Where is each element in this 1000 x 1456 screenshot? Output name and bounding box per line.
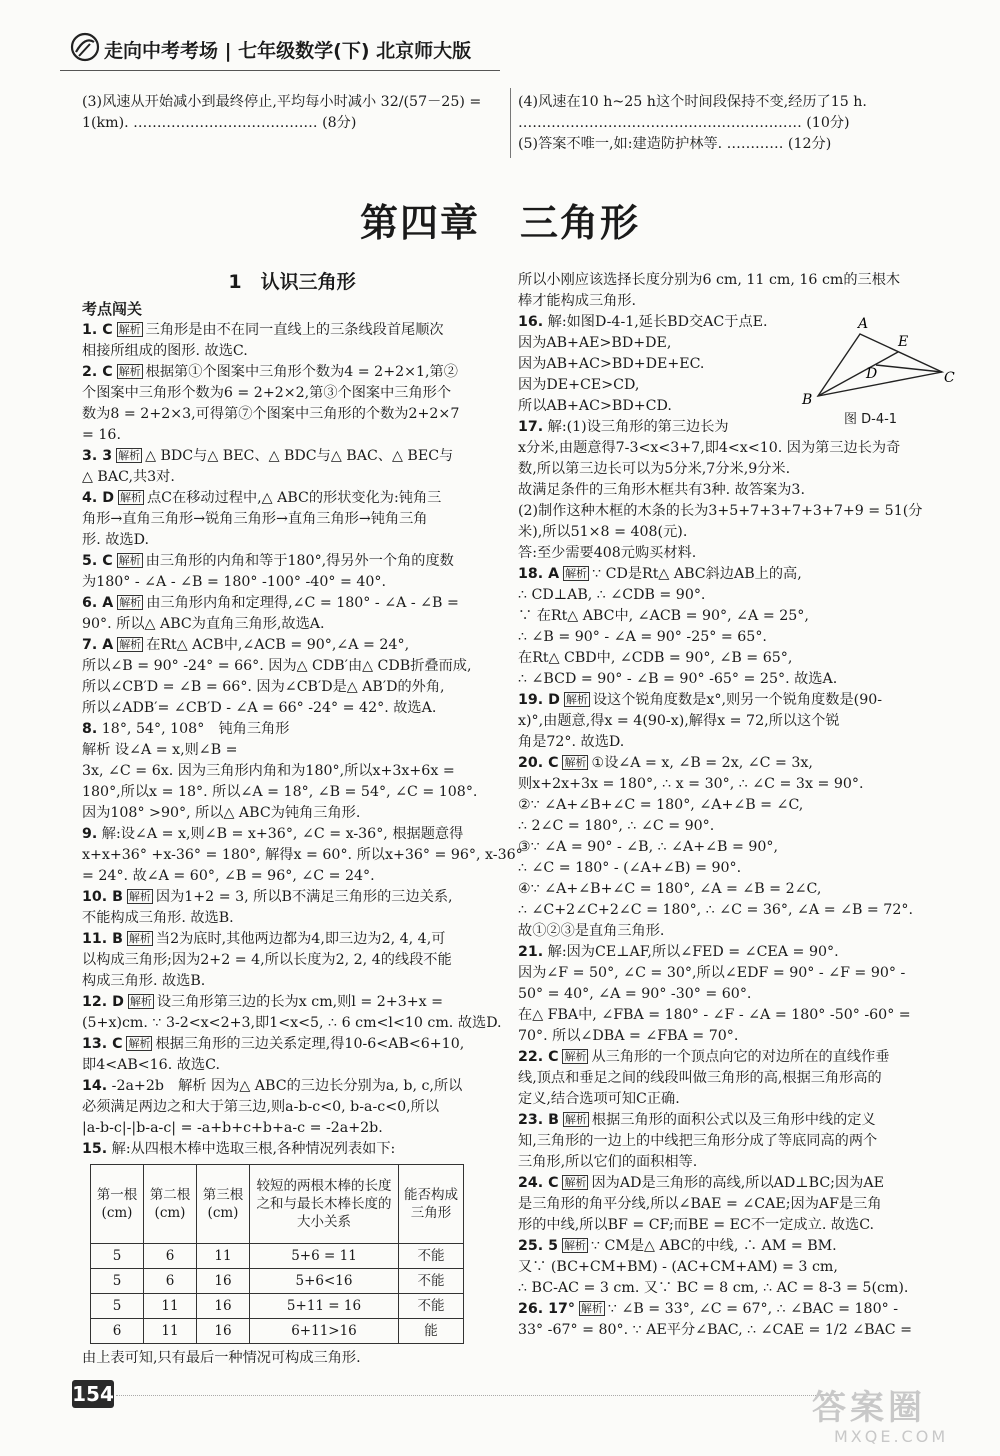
chapter-title: 第四章 三角形 <box>359 201 640 245</box>
answer-line <box>82 467 502 488</box>
answer-line <box>518 585 958 606</box>
answer-line <box>518 648 958 669</box>
answer-line <box>518 1299 958 1320</box>
answer-text: 米),所以51×8 = 408(元). <box>518 524 688 540</box>
header-rule <box>60 70 500 71</box>
table-cell: 不能 <box>399 1294 464 1319</box>
page-header <box>60 20 960 74</box>
watermark-url: MXQE.COM <box>834 1427 949 1446</box>
answer-text: -2a+2b 解析 因为△ ABC的三边长分别为a, b, c,所以 <box>111 1078 463 1094</box>
answer-text: 解:(1)设三角形的第三边长为 <box>547 419 729 435</box>
publisher-logo-icon <box>70 32 100 62</box>
jiexi-badge: 解析 <box>564 756 587 769</box>
answer-text: 在Rt△ CBD中, ∠CDB = 90°, ∠B = 65°, <box>518 650 793 666</box>
answer-line <box>82 551 502 572</box>
answer-line <box>82 845 523 866</box>
answer-text: 不能构成三角形. 故选B. <box>82 910 234 926</box>
figure-label: A <box>858 316 869 332</box>
answer-text: 所以∠B = 90° -24° = 66°. 因为△ CDB′由△ CDB折叠而成, <box>82 658 472 674</box>
answer-text: 因为AB+AE>BD+DE, <box>518 335 672 351</box>
question-number: 2. C <box>82 364 113 380</box>
answer-line <box>518 900 958 921</box>
answer-text: △ BDC与△ BEC、△ BDC与△ BAC、△ BEC与 <box>145 448 454 464</box>
answer-line <box>82 614 502 635</box>
answer-text: 设这个锐角度数是x°,则另一个锐角度数是(90- <box>592 692 883 708</box>
question-number: 23. B <box>518 1112 559 1128</box>
text-line: (4)风速在10 h~25 h这个时间段保持不变,经历了15 h. <box>518 94 867 110</box>
answer-text: 从三角形的一个顶点向它的对边所在的直线作垂 <box>591 1049 890 1065</box>
answer-line <box>518 1278 958 1299</box>
jiexi-badge: 解析 <box>564 1050 587 1063</box>
table-cell: 6 <box>91 1319 144 1344</box>
table-cell: 16 <box>197 1269 250 1294</box>
answer-text: 解:因为CE⊥AF,所以∠FED = ∠CEA = 90°. <box>547 944 839 960</box>
table-header-cell: 能否构成三角形 <box>399 1165 464 1244</box>
answer-text: x+x+36° +x-36° = 180°, 解得x = 60°. 所以x+36° = 96°, x-36° <box>82 847 523 863</box>
answer-line <box>82 1055 502 1076</box>
answer-line <box>82 635 502 656</box>
answer-text: ∵ CM是△ ABC的中线, ∴ AM = BM. <box>590 1238 837 1254</box>
jiexi-badge: 解析 <box>564 1113 587 1126</box>
table-cell: 能 <box>399 1319 464 1344</box>
table-cell: 不能 <box>399 1244 464 1269</box>
answer-text: 个图案中三角形个数为6 = 2+2×2,第③个图案中三角形个 <box>82 385 452 401</box>
figure-label: B <box>802 392 813 408</box>
answer-list-left <box>82 320 523 1160</box>
answer-line <box>518 1131 958 1152</box>
question-number: 21. <box>518 944 544 960</box>
answer-line <box>518 1152 958 1173</box>
answer-line <box>518 858 958 879</box>
answer-line <box>518 1110 958 1131</box>
table-cell: 11 <box>197 1244 250 1269</box>
watermark-text: 答案圈 <box>812 1388 926 1428</box>
answer-text: ∴ ∠BCD = 90° - ∠B = 90° -65° = 25°. 故选A. <box>518 671 838 687</box>
answer-text: 形. 故选D. <box>82 532 149 548</box>
jiexi-badge: 解析 <box>563 1239 586 1252</box>
answer-text: 因为1+2 = 3, 所以B不满足三角形的三边关系, <box>155 889 453 905</box>
text-line: (3)风速从开始减小到最终停止,平均每小时减小 32/(57－25) = <box>82 94 482 110</box>
table-row <box>91 1294 464 1319</box>
table-15 <box>90 1164 464 1344</box>
answer-line <box>518 606 958 627</box>
answer-line <box>518 1194 958 1215</box>
answer-line <box>82 1139 502 1160</box>
answer-text: ∴ CD⊥AB, ∴ ∠CDB = 90°. <box>518 587 706 603</box>
table-cell: 5+11 = 16 <box>250 1294 399 1319</box>
table-cell: 6 <box>144 1269 197 1294</box>
answer-line <box>518 837 958 858</box>
answer-text: 解:如图D-4-1,延长BD交AC于点E. <box>547 314 768 330</box>
question-number: 7. A <box>82 637 114 653</box>
answer-text: 解:设∠A = x,则∠B = x+36°, ∠C = x-36°, 根据题意得 <box>101 826 464 842</box>
answer-text: 所以∠CB′D = ∠B = 66°. 因为∠CB′D是△ AB′D的外角, <box>82 679 445 695</box>
question-number: 24. C <box>518 1175 559 1191</box>
jiexi-badge: 解析 <box>564 1176 587 1189</box>
answer-line <box>82 488 502 509</box>
answer-text: 在△ FBA中, ∠FBA = 180° - ∠F - ∠A = 180° -50° -60° = <box>518 1007 911 1023</box>
answer-text: ∵ CD是Rt△ ABC斜边AB上的高, <box>592 566 802 582</box>
question-number: 13. C <box>82 1036 123 1052</box>
answer-line <box>82 362 502 383</box>
answer-text: 90°. 所以△ ABC为直角三角形,故选A. <box>82 616 325 632</box>
answer-text: x分米,由题意得7-3<x<3+7,即4<x<10. 因为第三边长为奇 <box>518 440 901 456</box>
answer-line <box>518 543 958 564</box>
answer-text: = 16. <box>82 427 121 443</box>
answer-line <box>518 270 958 291</box>
answer-text: x)°,由题意,得x = 4(90-x),解得x = 72,所以这个锐 <box>518 713 840 729</box>
jiexi-badge: 解析 <box>128 932 151 945</box>
jiexi-badge: 解析 <box>128 890 151 903</box>
answer-list-right <box>518 270 958 1341</box>
jiexi-badge: 解析 <box>565 693 588 706</box>
answer-line <box>82 656 502 677</box>
table-cell: 16 <box>197 1319 250 1344</box>
answer-line <box>82 404 502 425</box>
answer-line <box>82 1118 502 1139</box>
answer-text: 角形→直角三角形→锐角三角形→直角三角形→钝角三角 <box>82 511 428 527</box>
table-row <box>91 1244 464 1269</box>
footer-rule <box>116 1395 816 1396</box>
answer-line <box>82 866 502 887</box>
answer-text: ∴ ∠B = 90° - ∠A = 90° -25° = 65°. <box>518 629 767 645</box>
answer-line <box>82 803 502 824</box>
answer-line <box>518 627 958 648</box>
answer-line <box>82 698 502 719</box>
answer-line <box>518 522 958 543</box>
answer-text: 由三角形的内角和等于180°,得另外一个角的度数 <box>145 553 454 569</box>
question-number: 26. 17° <box>518 1301 575 1317</box>
answer-line <box>518 711 958 732</box>
question-number: 15. <box>82 1141 108 1157</box>
answer-line <box>82 761 502 782</box>
answer-line <box>82 971 502 992</box>
jiexi-badge: 解析 <box>565 567 588 580</box>
figure-label: C <box>944 370 955 386</box>
answer-line <box>518 669 958 690</box>
answer-line <box>82 719 502 740</box>
table-cell: 5+6<16 <box>250 1269 399 1294</box>
question-number: 6. A <box>82 595 114 611</box>
answer-line <box>82 740 502 761</box>
answer-text: 故①②③是直角三角形. <box>518 923 665 939</box>
answer-line <box>518 1236 958 1257</box>
answer-text: 由三角形内角和定理得,∠C = 180° - ∠A - ∠B = <box>146 595 459 611</box>
table-header-cell: 第二根(cm) <box>144 1165 197 1244</box>
jiexi-badge: 解析 <box>118 365 141 378</box>
left-column <box>82 270 523 1369</box>
answer-text: 在Rt△ ACB中,∠ACB = 90°,∠A = 24°, <box>146 637 410 653</box>
answer-text: ④∵ ∠A+∠B+∠C = 180°, ∠A = ∠B = 2∠C, <box>518 881 822 897</box>
answer-text: 因为∠F = 50°, ∠C = 30°,所以∠EDF = 90° - ∠F = 90° - <box>518 965 906 981</box>
answer-text: 所以∠ADB′= ∠CB′D - ∠A = 66° -24° = 42°. 故选A. <box>82 700 437 716</box>
question-number: 14. <box>82 1078 108 1094</box>
answer-text: 因为108° >90°, 所以△ ABC为钝角三角形. <box>82 805 361 821</box>
answer-text: 设三角形第三边的长为x cm,则l = 2+3+x = <box>156 994 444 1010</box>
table-row <box>91 1319 464 1344</box>
answer-line <box>82 1076 502 1097</box>
answer-text: 知,三角形的一边上的中线把三角形分成了等底同高的两个 <box>518 1133 878 1149</box>
jiexi-badge: 解析 <box>119 638 142 651</box>
answer-line <box>518 795 958 816</box>
answer-text: 答:至少需要408元购买材料. <box>518 545 697 561</box>
section-title: 1 认识三角形 <box>228 271 356 293</box>
answer-line <box>518 1320 958 1341</box>
answer-text: 棒才能构成三角形. <box>518 293 637 309</box>
question-number: 11. B <box>82 931 123 947</box>
answer-line <box>518 1173 958 1194</box>
answer-line <box>518 1257 958 1278</box>
answer-line <box>518 879 958 900</box>
answer-text: 为180° - ∠A - ∠B = 180° -100° -40° = 40°. <box>82 574 387 590</box>
question-number: 12. D <box>82 994 124 1010</box>
answer-line <box>518 1089 958 1110</box>
answer-line <box>518 753 958 774</box>
table-cell: 11 <box>144 1294 197 1319</box>
answer-line <box>82 446 502 467</box>
figure-caption: 图 D-4-1 <box>844 412 898 427</box>
answer-line <box>518 501 958 522</box>
answer-text: 数,所以第三边长可以为5分米,7分米,9分米. <box>518 461 791 477</box>
answer-text: 解析 设∠A = x,则∠B = <box>82 742 238 758</box>
answer-text: 三角形是由不在同一直线上的三条线段首尾顺次 <box>145 322 444 338</box>
answer-line <box>82 950 502 971</box>
answer-line <box>518 1068 958 1089</box>
answer-text: 18°, 54°, 108° 钝角三角形 <box>101 721 290 737</box>
answer-text: (5+x)cm. ∵ 3-2<x<2+3,即1<x<5, ∴ 6 cm<l<10 cm. 故选D. <box>82 1015 502 1031</box>
answer-text: ①设∠A = x, ∠B = 2x, ∠C = 3x, <box>591 755 813 771</box>
answer-text: 必须满足两边之和大于第三边,则a-b-c<0, b-a-c<0,所以 <box>82 1099 440 1115</box>
answer-text: 三角形,所以它们的面积相等. <box>518 1154 698 1170</box>
question-number: 1. C <box>82 322 113 338</box>
answer-text: 50° = 40°, ∠A = 90° -30° = 60°. <box>518 986 752 1002</box>
answer-line <box>82 908 502 929</box>
answer-line <box>82 887 502 908</box>
watermark <box>812 1388 992 1452</box>
answer-text: 点C在移动过程中,△ ABC的形状变化为:钝角三 <box>146 490 442 506</box>
top-left-block <box>82 92 502 134</box>
answer-line <box>518 1215 958 1236</box>
answer-line <box>82 929 502 950</box>
answer-text: 解:从四根木棒中选取三根,各种情况列表如下: <box>111 1141 396 1157</box>
answer-line <box>518 732 958 753</box>
table-cell: 6 <box>144 1244 197 1269</box>
answer-text: 因为AD是三角形的高线,所以AD⊥BC;因为AE <box>591 1175 884 1191</box>
jiexi-badge: 解析 <box>128 1037 151 1050</box>
answer-text: 构成三角形. 故选B. <box>82 973 206 989</box>
answer-line <box>518 963 958 984</box>
jiexi-badge: 解析 <box>119 491 142 504</box>
answer-text: 线,顶点和垂足之间的线段叫做三角形的高,根据三角形高的 <box>518 1070 882 1086</box>
answer-text: 根据三角形的面积公式以及三角形中线的定义 <box>591 1112 876 1128</box>
question-number: 22. C <box>518 1049 559 1065</box>
question-number: 18. A <box>518 566 560 582</box>
question-number: 9. <box>82 826 98 842</box>
answer-line <box>518 942 958 963</box>
question-number: 4. D <box>82 490 114 506</box>
answer-text: 因为AB+AC>BD+DE+EC. <box>518 356 705 372</box>
answer-text: 故满足条件的三角形木框共有3种. 故答案为3. <box>518 482 805 498</box>
answer-text: 则x+2x+3x = 180°, ∴ x = 30°, ∴ ∠C = 3x = 90°. <box>518 776 864 792</box>
answer-text: 当2为底时,其他两边都为4,即三边为2, 4, 4,可 <box>155 931 446 947</box>
answer-text: △ BAC,共3对. <box>82 469 175 485</box>
table-row <box>91 1269 464 1294</box>
answer-line <box>82 1034 502 1055</box>
answer-line <box>82 530 502 551</box>
answer-line <box>518 1026 958 1047</box>
right-column <box>518 270 958 1341</box>
answer-text: 定义,结合选项可知C正确. <box>518 1091 680 1107</box>
page-number: 154 <box>72 1382 114 1406</box>
table-header-cell: 第一根(cm) <box>91 1165 144 1244</box>
question-number: 17. <box>518 419 544 435</box>
answer-text: 因为DE+CE>CD, <box>518 377 640 393</box>
answer-line <box>518 291 958 312</box>
answer-text: (2)制作这种木框的木条的长为3+5+7+3+7+3+7+9 = 51(分 <box>518 503 923 519</box>
answer-text: 所以AB+AC>BD+CD. <box>518 398 672 414</box>
jiexi-badge: 解析 <box>118 323 141 336</box>
table-header-cell: 第三根(cm) <box>197 1165 250 1244</box>
jiexi-badge: 解析 <box>118 449 141 462</box>
top-right-block <box>518 92 958 155</box>
column-divider <box>510 88 511 158</box>
answer-text: ∴ ∠C+2∠C+2∠C = 180°, ∴ ∠C = 36°, ∠A = ∠B = 72°. <box>518 902 913 918</box>
answer-line <box>518 1047 958 1068</box>
answer-line <box>518 774 958 795</box>
question-number: 20. C <box>518 755 559 771</box>
answer-line <box>82 341 502 362</box>
answer-text: 以构成三角形;因为2+2 = 4,所以长度为2, 2, 4的线段不能 <box>82 952 452 968</box>
answer-line <box>518 984 958 1005</box>
answer-line <box>82 425 502 446</box>
answer-text: ③∵ ∠A = 90° - ∠B, ∴ ∠A+∠B = 90°, <box>518 839 779 855</box>
answer-text: 所以小刚应该选择长度分别为6 cm, 11 cm, 16 cm的三根木 <box>518 272 901 288</box>
table-cell: 6+11>16 <box>250 1319 399 1344</box>
answer-text: 是三角形的角平分线,所以∠BAE = ∠CAE;因为AF是三角 <box>518 1196 882 1212</box>
answer-line <box>82 593 502 614</box>
figure-label: E <box>898 334 909 350</box>
answer-line <box>518 480 958 501</box>
table-header-row <box>91 1165 464 1244</box>
answer-text: 又∵ (BC+CM+BM) - (AC+CM+AM) = 3 cm, <box>518 1259 838 1275</box>
answer-text: 数为8 = 2+2×3,可得第⑦个图案中三角形的个数为2+2×7 <box>82 406 460 422</box>
subhead: 考点闯关 <box>82 300 143 318</box>
jiexi-badge: 解析 <box>119 596 142 609</box>
table-cell: 5 <box>91 1269 144 1294</box>
answer-text: ∴ ∠C = 180° - (∠A+∠B) = 90°. <box>518 860 742 876</box>
answer-line <box>82 572 502 593</box>
answer-text: ②∵ ∠A+∠B+∠C = 180°, ∠A+∠B = ∠C, <box>518 797 804 813</box>
answer-text: 即4<AB<16. 故选C. <box>82 1057 220 1073</box>
table-cell: 11 <box>144 1319 197 1344</box>
answer-text: ∴ 2∠C = 180°, ∴ ∠C = 90°. <box>518 818 715 834</box>
answer-line <box>518 816 958 837</box>
answer-line <box>82 383 502 404</box>
answer-text: 形的中线,所以BF = CF;而BE = EC不一定成立. 故选C. <box>518 1217 875 1233</box>
answer-line <box>82 320 502 341</box>
jiexi-badge: 解析 <box>118 554 141 567</box>
answer-text: 33° -67° = 80°. ∵ AE平分∠BAC, ∴ ∠CAE = 1/2 ∠BAC = <box>518 1322 913 1338</box>
text-line: …………………………………………………… (10分) <box>518 115 850 131</box>
answer-line <box>82 992 502 1013</box>
answer-line <box>518 921 958 942</box>
answer-text: 根据三角形的三边关系定理,得10-6<AB<6+10, <box>155 1036 465 1052</box>
answer-line <box>82 1013 502 1034</box>
answer-line <box>82 1097 502 1118</box>
answer-text: = 24°. 故∠A = 60°, ∠B = 96°, ∠C = 24°. <box>82 868 375 884</box>
answer-text: 角是72°. 故选D. <box>518 734 625 750</box>
question-number: 10. B <box>82 889 123 905</box>
question-number: 8. <box>82 721 98 737</box>
figure-label: D <box>866 366 878 382</box>
question-number: 25. 5 <box>518 1238 558 1254</box>
text-line: 1(km). ………………………………… (8分) <box>82 115 357 131</box>
table-cell: 不能 <box>399 1269 464 1294</box>
question-number: 19. D <box>518 692 560 708</box>
answer-text: ∵ 在Rt△ ABC中, ∠ACB = 90°, ∠A = 25°, <box>518 608 809 624</box>
answer-line <box>518 690 958 711</box>
answer-text: 70°. 所以∠DBA = ∠FBA = 70°. <box>518 1028 739 1044</box>
answer-line <box>518 1005 958 1026</box>
answer-text: 根据第①个图案中三角形个数为4 = 2+2×1,第② <box>145 364 458 380</box>
table-cell: 5 <box>91 1294 144 1319</box>
answer-line <box>518 459 958 480</box>
jiexi-badge: 解析 <box>580 1302 603 1315</box>
answer-text: |a-b-c|-|b-a-c| = -a+b+c+b+a-c = -2a+2b. <box>82 1120 383 1136</box>
answer-text: 180°,所以x = 18°. 所以∠A = 18°, ∠B = 54°, ∠C = 108°. <box>82 784 478 800</box>
header-title: 走向中考考场 | 七年级数学(下) 北京师大版 <box>104 40 472 62</box>
answer-line <box>82 677 502 698</box>
answer-text: 相接所组成的图形. 故选C. <box>82 343 248 359</box>
text-line: (5)答案不唯一,如:建造防护林等. ………… (12分) <box>518 136 832 152</box>
question-number: 5. C <box>82 553 113 569</box>
answer-line <box>82 782 502 803</box>
table-cell: 5+6 = 11 <box>250 1244 399 1269</box>
answer-line <box>518 438 958 459</box>
table-note: 由上表可知,只有最后一种情况可构成三角形. <box>82 1350 361 1366</box>
answer-line <box>82 509 502 530</box>
table-cell: 16 <box>197 1294 250 1319</box>
answer-text: 3x, ∠C = 6x. 因为三角形内角和为180°,所以x+3x+6x = <box>82 763 455 779</box>
question-number: 3. 3 <box>82 448 113 464</box>
table-cell: 5 <box>91 1244 144 1269</box>
answer-text: ∵ ∠B = 33°, ∠C = 67°, ∴ ∠BAC = 180° - <box>607 1301 898 1317</box>
jiexi-badge: 解析 <box>129 995 152 1008</box>
answer-text: ∴ BC-AC = 3 cm. 又∵ BC = 8 cm, ∴ AC = 8-3 = 5(cm). <box>518 1280 909 1296</box>
table-header-cell: 较短的两根木棒的长度之和与最长木棒长度的大小关系 <box>250 1165 399 1244</box>
answer-line <box>82 824 502 845</box>
answer-line <box>518 564 958 585</box>
question-number: 16. <box>518 314 544 330</box>
